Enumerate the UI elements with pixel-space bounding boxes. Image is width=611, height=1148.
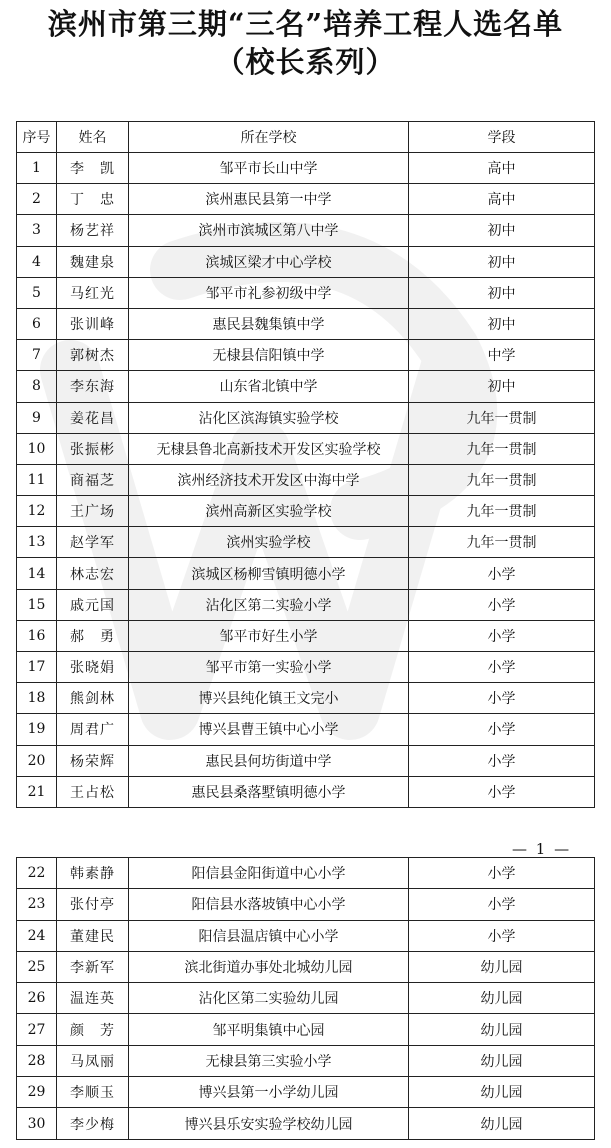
row-number: 5 [17,277,57,308]
person-name: 林志宏 [57,558,129,589]
table-row [17,1014,595,1045]
row-number: 27 [17,1014,57,1045]
school-name: 沾化区滨海镇实验学校 [129,402,409,433]
school-name: 邹平市长山中学 [129,153,409,184]
row-number: 1 [17,153,57,184]
school-level: 九年一贯制 [409,433,595,464]
row-number: 20 [17,745,57,776]
school-level: 小学 [409,920,595,951]
school-level: 幼儿园 [409,1077,595,1108]
school-level: 初中 [409,308,595,339]
school-level: 高中 [409,184,595,215]
table-row [17,496,595,527]
school-name: 沾化区第二实验幼儿园 [129,983,409,1014]
table-row [17,558,595,589]
school-level: 小学 [409,745,595,776]
table-row [17,589,595,620]
table-row [17,277,595,308]
person-name: 戚元国 [57,589,129,620]
person-name: 郭树杰 [57,340,129,371]
school-name: 滨州高新区实验学校 [129,496,409,527]
row-number: 25 [17,951,57,982]
school-level: 中学 [409,340,595,371]
person-name: 商福芝 [57,464,129,495]
person-name: 李 凯 [57,153,129,184]
table-row [17,1045,595,1076]
table-row [17,983,595,1014]
header-school: 所在学校 [129,122,409,153]
school-name: 邹平市好生小学 [129,620,409,651]
row-number: 15 [17,589,57,620]
school-level: 九年一贯制 [409,496,595,527]
table-row [17,683,595,714]
table-row [17,920,595,951]
row-number: 10 [17,433,57,464]
school-name: 滨州市滨城区第八中学 [129,215,409,246]
person-name: 张付亭 [57,889,129,920]
page-number: — 1 — [512,840,572,858]
row-number: 3 [17,215,57,246]
table-header-row [17,122,595,153]
school-name: 无棣县信阳镇中学 [129,340,409,371]
row-number: 28 [17,1045,57,1076]
school-level: 小学 [409,714,595,745]
school-name: 惠民县何坊街道中学 [129,745,409,776]
row-number: 29 [17,1077,57,1108]
school-name: 无棣县鲁北高新技术开发区实验学校 [129,433,409,464]
school-name: 博兴县乐安实验学校幼儿园 [129,1108,409,1139]
school-level: 初中 [409,277,595,308]
person-name: 郝 勇 [57,620,129,651]
school-level: 幼儿园 [409,951,595,982]
school-name: 惠民县魏集镇中学 [129,308,409,339]
header-level: 学段 [409,122,595,153]
table-row [17,652,595,683]
school-name: 博兴县第一小学幼儿园 [129,1077,409,1108]
person-name: 温连英 [57,983,129,1014]
table-row [17,340,595,371]
table-row [17,1108,595,1139]
table-row [17,246,595,277]
row-number: 17 [17,652,57,683]
school-level: 九年一贯制 [409,402,595,433]
school-name: 博兴县纯化镇王文完小 [129,683,409,714]
person-name: 丁 忠 [57,184,129,215]
school-level: 初中 [409,371,595,402]
table-row [17,776,595,807]
row-number: 8 [17,371,57,402]
school-level: 小学 [409,889,595,920]
school-name: 邹平市礼参初级中学 [129,277,409,308]
person-name: 姜花昌 [57,402,129,433]
school-name: 阳信县水落坡镇中心小学 [129,889,409,920]
table-row [17,433,595,464]
school-name: 阳信县温店镇中心小学 [129,920,409,951]
row-number: 30 [17,1108,57,1139]
table-row [17,184,595,215]
school-name: 无棣县第三实验小学 [129,1045,409,1076]
person-name: 赵学军 [57,527,129,558]
table-row [17,527,595,558]
school-name: 滨州经济技术开发区中海中学 [129,464,409,495]
person-name: 韩素静 [57,858,129,889]
row-number: 7 [17,340,57,371]
row-number: 4 [17,246,57,277]
school-level: 小学 [409,620,595,651]
school-name: 惠民县桑落墅镇明德小学 [129,776,409,807]
person-name: 张训峰 [57,308,129,339]
table-row [17,308,595,339]
table-row [17,402,595,433]
school-name: 博兴县曹王镇中心小学 [129,714,409,745]
school-name: 滨城区梁才中心学校 [129,246,409,277]
school-name: 滨城区杨柳雪镇明德小学 [129,558,409,589]
person-name: 马凤丽 [57,1045,129,1076]
header-name: 姓名 [57,122,129,153]
school-level: 初中 [409,246,595,277]
person-name: 李新军 [57,951,129,982]
table-row [17,371,595,402]
school-name: 沾化区第二实验小学 [129,589,409,620]
row-number: 23 [17,889,57,920]
school-level: 幼儿园 [409,1108,595,1139]
table-row [17,745,595,776]
table-row [17,889,595,920]
school-level: 小学 [409,589,595,620]
school-level: 九年一贯制 [409,464,595,495]
document-subtitle: （校长系列） [215,45,396,79]
person-name: 张晓娟 [57,652,129,683]
row-number: 6 [17,308,57,339]
person-name: 张振彬 [57,433,129,464]
row-number: 18 [17,683,57,714]
person-name: 王占松 [57,776,129,807]
row-number: 21 [17,776,57,807]
person-name: 王广场 [57,496,129,527]
school-level: 九年一贯制 [409,527,595,558]
row-number: 26 [17,983,57,1014]
school-level: 小学 [409,652,595,683]
school-name: 邹平市第一实验小学 [129,652,409,683]
school-name: 山东省北镇中学 [129,371,409,402]
school-level: 幼儿园 [409,983,595,1014]
school-name: 邹平明集镇中心园 [129,1014,409,1045]
person-name: 杨荣辉 [57,745,129,776]
school-level: 幼儿园 [409,1045,595,1076]
person-name: 魏建泉 [57,246,129,277]
school-name: 滨北街道办事处北城幼儿园 [129,951,409,982]
table-row [17,215,595,246]
school-level: 小学 [409,858,595,889]
school-name: 滨州实验学校 [129,527,409,558]
person-name: 李顺玉 [57,1077,129,1108]
school-level: 幼儿园 [409,1014,595,1045]
row-number: 9 [17,402,57,433]
table-row [17,620,595,651]
person-name: 熊剑林 [57,683,129,714]
row-number: 24 [17,920,57,951]
school-level: 小学 [409,776,595,807]
school-name: 阳信县金阳街道中心小学 [129,858,409,889]
table-row [17,951,595,982]
row-number: 16 [17,620,57,651]
school-name: 滨州惠民县第一中学 [129,184,409,215]
person-name: 杨艺祥 [57,215,129,246]
row-number: 22 [17,858,57,889]
table-row [17,464,595,495]
person-name: 李东海 [57,371,129,402]
school-level: 小学 [409,558,595,589]
row-number: 11 [17,464,57,495]
person-name: 董建民 [57,920,129,951]
table-row [17,1077,595,1108]
row-number: 12 [17,496,57,527]
school-level: 高中 [409,153,595,184]
document-title: 滨州市第三期“三名”培养工程人选名单 [47,7,564,41]
person-name: 李少梅 [57,1108,129,1139]
table-row [17,858,595,889]
header-number: 序号 [17,122,57,153]
row-number: 2 [17,184,57,215]
row-number: 19 [17,714,57,745]
person-name: 周君广 [57,714,129,745]
school-level: 小学 [409,683,595,714]
person-name: 马红光 [57,277,129,308]
table-row [17,153,595,184]
school-level: 初中 [409,215,595,246]
candidate-table-page2 [16,857,595,1140]
table-row [17,714,595,745]
candidate-table-page1 [16,121,595,808]
row-number: 13 [17,527,57,558]
person-name: 颜 芳 [57,1014,129,1045]
row-number: 14 [17,558,57,589]
